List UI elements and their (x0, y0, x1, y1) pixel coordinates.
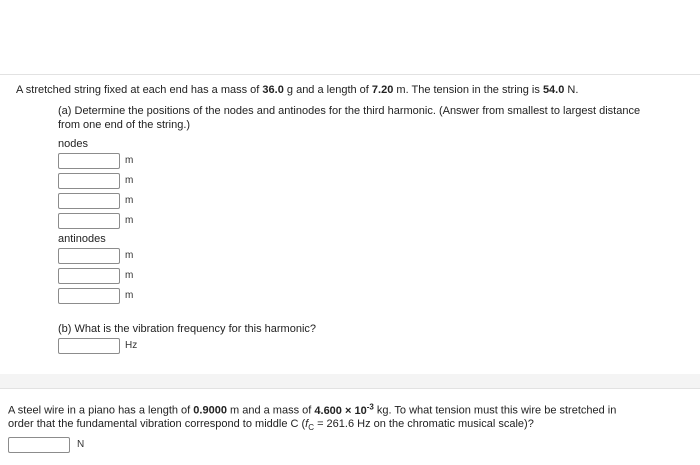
node-4-unit: m (125, 215, 134, 226)
fc-subscript: C (308, 423, 315, 433)
problem-separator (0, 374, 700, 388)
problem-2-statement-line1 (8, 400, 616, 418)
statement-text: kg. To what tension must this wire be stretched in (373, 404, 617, 417)
nodes-label: nodes (58, 138, 88, 150)
antinode-2-unit: m (125, 270, 134, 281)
problem-1-card (0, 74, 700, 374)
statement-text: N. (564, 84, 579, 96)
antinodes-label: antinodes (58, 233, 106, 245)
frequency-input[interactable] (58, 338, 120, 354)
antinode-1-input[interactable] (58, 248, 120, 264)
part-a-question-line1: (a) Determine the positions of the nodes and antinodes for the third harmonic. (Answer from smallest to largest distance (58, 105, 641, 117)
node-2-unit: m (125, 175, 134, 186)
part-a-question-line2: from one end of the string.) (58, 119, 191, 131)
tension-unit: N (77, 439, 85, 450)
statement-text: m and a mass of (226, 404, 315, 417)
node-3-unit: m (125, 195, 134, 206)
statement-text: g and a length of (283, 84, 372, 96)
problem-2-card (0, 388, 700, 465)
wire-length-value: 0.9000 (193, 404, 227, 417)
antinode-1-unit: m (125, 250, 134, 261)
statement-text: A steel wire in a piano has a length of (8, 404, 194, 417)
node-2-input[interactable] (58, 173, 120, 189)
part-b-question: (b) What is the vibration frequency for this harmonic? (58, 323, 317, 335)
wire-mass-exponent: -3 (366, 402, 374, 411)
length-value: 7.20 (371, 84, 394, 96)
node-4-input[interactable] (58, 213, 120, 229)
statement-text: m. The tension in the string is (393, 84, 543, 96)
antinode-3-unit: m (125, 290, 134, 301)
antinode-3-input[interactable] (58, 288, 120, 304)
wire-mass-mantissa: 4.600 × 10 (314, 404, 367, 417)
problem-2-statement-line2 (8, 417, 534, 435)
statement-text: order that the fundamental vibration correspond to middle C ( (8, 418, 306, 430)
fc-symbol: f (305, 418, 309, 430)
statement-text: A stretched string fixed at each end has a mass of (16, 84, 263, 96)
node-1-input[interactable] (58, 153, 120, 169)
node-3-input[interactable] (58, 193, 120, 209)
statement-text: = 261.6 Hz on the chromatic musical scale)? (314, 418, 534, 430)
problem-1-statement (16, 83, 578, 97)
antinode-2-input[interactable] (58, 268, 120, 284)
top-blank-area (0, 0, 700, 74)
wire-mass-value (314, 402, 374, 417)
node-1-unit: m (125, 155, 134, 166)
mass-value: 36.0 (262, 84, 284, 96)
tension-input[interactable] (8, 437, 70, 453)
frequency-unit: Hz (125, 340, 138, 351)
tension-value: 54.0 (542, 84, 565, 96)
